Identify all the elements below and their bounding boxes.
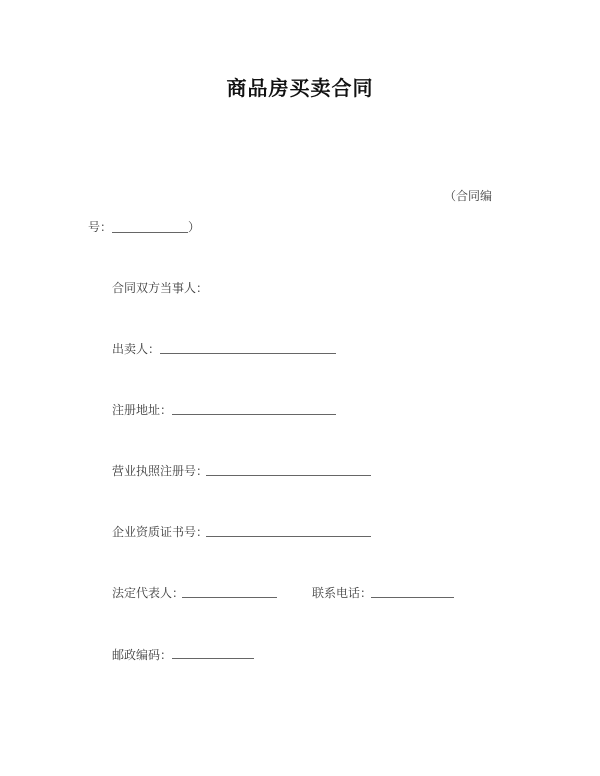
contact-phone-label: 联系电话： [312, 586, 373, 600]
business-license-label: 营业执照注册号： [112, 464, 209, 478]
parties-heading: 合同双方当事人： [112, 281, 209, 295]
contact-phone-blank[interactable] [371, 597, 454, 598]
registered-address-blank[interactable] [172, 414, 336, 415]
seller-blank[interactable] [160, 353, 336, 354]
contract-number-label: 号： [88, 220, 113, 234]
postal-code-blank[interactable] [172, 658, 254, 659]
registered-address-label: 注册地址： [112, 403, 173, 417]
qualification-cert-blank[interactable] [206, 536, 371, 537]
business-license-blank[interactable] [206, 475, 371, 476]
contract-number-blank[interactable] [112, 232, 188, 233]
contract-number-suffix: ） [188, 220, 201, 234]
seller-label: 出卖人： [112, 342, 161, 356]
document-title: 商品房买卖合同 [226, 76, 374, 100]
legal-representative-blank[interactable] [182, 597, 277, 598]
qualification-cert-label: 企业资质证书号： [112, 525, 209, 539]
postal-code-label: 邮政编码： [112, 648, 173, 662]
contract-number-prefix: （合同编 [444, 189, 493, 203]
legal-representative-label: 法定代表人： [112, 586, 185, 600]
